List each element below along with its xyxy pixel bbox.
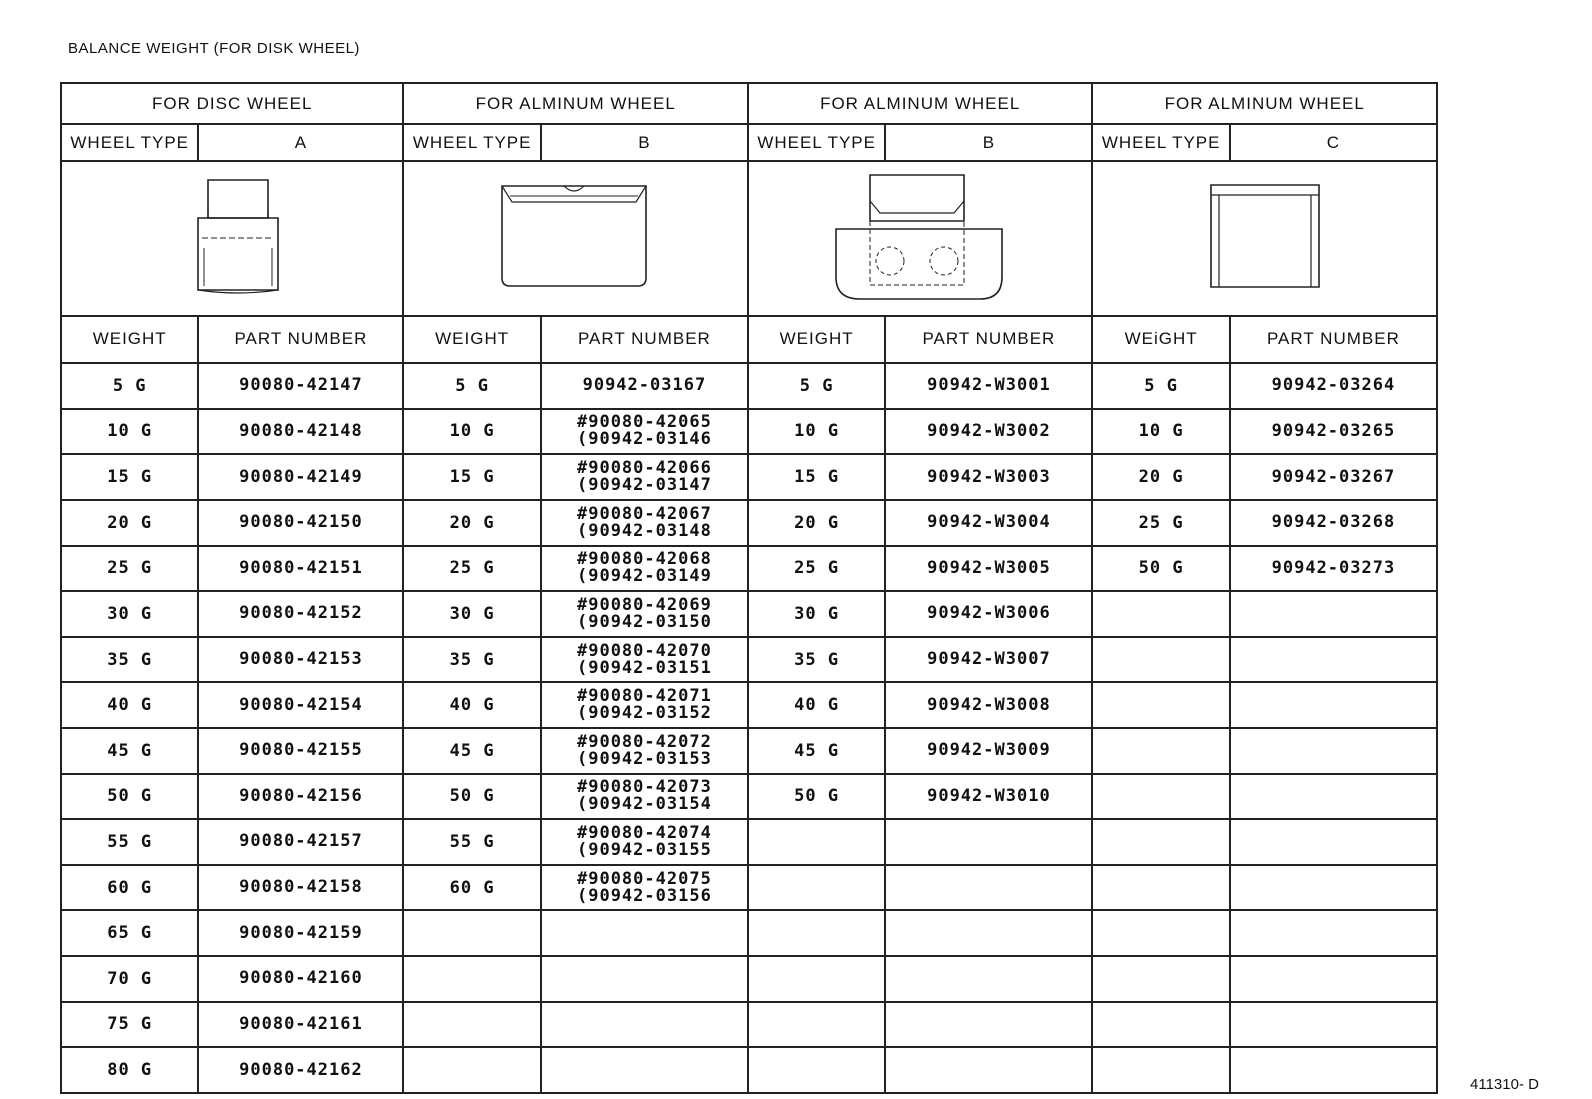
weight-cell [403, 956, 540, 1002]
weight-cell [1092, 591, 1229, 637]
part-number-column-header: PART NUMBER [885, 316, 1092, 363]
weight-column-header: WEIGHT [748, 316, 885, 363]
table-row [61, 910, 1437, 956]
part-number-cell: 90080-42148 [198, 409, 403, 455]
section-heading-alminum-b2: FOR ALMINUM WHEEL [748, 83, 1093, 124]
wheel-type-label: WHEEL TYPE [1092, 124, 1229, 161]
weight-cell: 15 G [61, 454, 198, 500]
table-row [61, 1047, 1437, 1093]
weight-cell [1092, 956, 1229, 1002]
weight-cell: 45 G [61, 728, 198, 774]
weight-cell: 25 G [403, 546, 540, 592]
part-number-cell: 90942-03268 [1230, 500, 1437, 546]
part-number-old: (90942-03147 [576, 475, 712, 496]
table-row [61, 1002, 1437, 1048]
part-number-cell: 90942-03265 [1230, 409, 1437, 455]
weight-cell: 50 G [748, 774, 885, 820]
part-number-cell: 90080-42159 [198, 910, 403, 956]
part-number-cell [885, 819, 1092, 865]
part-number-column-header: PART NUMBER [1230, 316, 1437, 363]
part-number-cell [885, 1002, 1092, 1048]
part-number-cell [541, 546, 748, 592]
part-number-cell: 90080-42150 [198, 500, 403, 546]
weight-cell: 30 G [403, 591, 540, 637]
part-number-cell [541, 637, 748, 683]
part-number-cell [541, 910, 748, 956]
part-number-cell: 90942-W3004 [885, 500, 1092, 546]
weight-cell: 30 G [61, 591, 198, 637]
table-row [61, 546, 1437, 592]
weight-cell: 25 G [61, 546, 198, 592]
weight-cell [1092, 637, 1229, 683]
part-number-old: (90942-03149 [576, 566, 712, 587]
part-number-cell: 90942-W3007 [885, 637, 1092, 683]
part-number-cell [885, 956, 1092, 1002]
part-number-cell: 90942-W3001 [885, 363, 1092, 409]
part-number-cell [541, 591, 748, 637]
part-number-cell: 90942-W3005 [885, 546, 1092, 592]
part-number-cell: 90080-42152 [198, 591, 403, 637]
weight-cell: 60 G [61, 865, 198, 911]
part-number-new: #90080-42066 [576, 458, 712, 479]
weight-drawing-cell [1092, 161, 1437, 315]
weight-cell: 40 G [748, 682, 885, 728]
weight-drawing-cell [403, 161, 748, 315]
part-number-cell [1230, 956, 1437, 1002]
table-row [61, 819, 1437, 865]
weight-cell [748, 865, 885, 911]
weight-cell: 35 G [748, 637, 885, 683]
weight-cell [1092, 728, 1229, 774]
weight-cell: 50 G [403, 774, 540, 820]
table-row [61, 956, 1437, 1002]
weight-cell [403, 910, 540, 956]
part-number-cell [1230, 591, 1437, 637]
table-row [61, 500, 1437, 546]
part-number-cell: 90080-42153 [198, 637, 403, 683]
weight-column-header: WEIGHT [403, 316, 540, 363]
part-number-cell [541, 409, 748, 455]
table-row [61, 682, 1437, 728]
part-number-cell [1230, 1002, 1437, 1048]
part-number-new: #90080-42068 [576, 549, 712, 570]
part-number-cell: 90080-42156 [198, 774, 403, 820]
part-number-cell: 90942-W3003 [885, 454, 1092, 500]
part-number-new: #90080-42072 [576, 731, 712, 752]
weight-cell: 40 G [61, 682, 198, 728]
weight-cell: 5 G [403, 363, 540, 409]
clip-on-weight-type-b-holes-icon [830, 173, 1010, 303]
part-number-cell: 90942-03264 [1230, 363, 1437, 409]
part-number-old: (90942-03154 [576, 794, 712, 815]
part-number-cell: 90942-03273 [1230, 546, 1437, 592]
part-number-new: #90080-42075 [576, 868, 712, 889]
weight-cell [1092, 682, 1229, 728]
section-heading-disc: FOR DISC WHEEL [61, 83, 403, 124]
part-number-new: #90080-42065 [576, 412, 712, 433]
weight-cell: 20 G [1092, 454, 1229, 500]
part-number-cell [541, 500, 748, 546]
weight-cell: 5 G [748, 363, 885, 409]
part-number-cell [541, 956, 748, 1002]
weight-cell: 25 G [748, 546, 885, 592]
document-code: 411310- D [1470, 1076, 1539, 1093]
part-number-cell [1230, 774, 1437, 820]
part-number-cell: 90942-W3006 [885, 591, 1092, 637]
table-row [61, 454, 1437, 500]
weight-cell [1092, 1002, 1229, 1048]
part-number-cell: 90080-42147 [198, 363, 403, 409]
part-number-cell [885, 910, 1092, 956]
weight-cell [1092, 774, 1229, 820]
document-title: BALANCE WEIGHT (FOR DISK WHEEL) [68, 40, 360, 57]
part-number-cell: 90080-42154 [198, 682, 403, 728]
clip-on-weight-type-b-icon [496, 178, 656, 298]
balance-weight-table [60, 82, 1438, 1094]
weight-cell [403, 1002, 540, 1048]
part-number-old: (90942-03150 [576, 611, 712, 632]
part-number-cell: 90080-42161 [198, 1002, 403, 1048]
weight-column-header: WEiGHT [1092, 316, 1229, 363]
part-number-cell [541, 865, 748, 911]
wheel-type-value: B [885, 124, 1092, 161]
wheel-type-label: WHEEL TYPE [61, 124, 198, 161]
part-number-cell [1230, 910, 1437, 956]
weight-cell [748, 956, 885, 1002]
wheel-type-value: C [1230, 124, 1437, 161]
wheel-type-value: B [541, 124, 748, 161]
part-number-cell: 90942-W3002 [885, 409, 1092, 455]
part-number-old: (90942-03153 [576, 748, 712, 769]
part-number-cell [1230, 1047, 1437, 1093]
part-number-cell [541, 682, 748, 728]
part-number-cell [1230, 728, 1437, 774]
wheel-type-value: A [198, 124, 403, 161]
adhesive-weight-type-c-icon [1205, 183, 1325, 293]
weight-cell: 40 G [403, 682, 540, 728]
part-number-cell [541, 728, 748, 774]
table-row [61, 865, 1437, 911]
weight-cell: 5 G [1092, 363, 1229, 409]
weight-cell: 15 G [403, 454, 540, 500]
weight-cell: 80 G [61, 1047, 198, 1093]
part-number-cell [541, 454, 748, 500]
weight-cell: 20 G [748, 500, 885, 546]
weight-cell [403, 1047, 540, 1093]
weight-cell [748, 1002, 885, 1048]
weight-cell: 55 G [61, 819, 198, 865]
part-number-cell [1230, 865, 1437, 911]
part-number-old: (90942-03152 [576, 703, 712, 724]
weight-cell: 10 G [748, 409, 885, 455]
part-number-cell [1230, 682, 1437, 728]
part-number-column-header: PART NUMBER [541, 316, 748, 363]
part-number-new: #90080-42070 [576, 640, 712, 661]
part-number-cell: 90080-42162 [198, 1047, 403, 1093]
part-number-new: #90080-42073 [576, 777, 712, 798]
weight-cell: 45 G [748, 728, 885, 774]
part-number-old: (90942-03155 [576, 839, 712, 860]
table-row [61, 591, 1437, 637]
weight-cell: 5 G [61, 363, 198, 409]
part-number-cell: 90080-42158 [198, 865, 403, 911]
weight-cell: 25 G [1092, 500, 1229, 546]
weight-cell [1092, 819, 1229, 865]
weight-cell [748, 910, 885, 956]
part-number-cell: 90080-42160 [198, 956, 403, 1002]
part-number-cell [885, 1047, 1092, 1093]
part-number-cell: 90942-W3009 [885, 728, 1092, 774]
weight-cell [748, 819, 885, 865]
part-number-cell: 90942-W3008 [885, 682, 1092, 728]
part-number-cell [541, 774, 748, 820]
part-number-new: #90080-42074 [576, 822, 712, 843]
weight-cell: 10 G [403, 409, 540, 455]
weight-cell: 20 G [403, 500, 540, 546]
table-row [61, 774, 1437, 820]
part-number-cell [1230, 637, 1437, 683]
weight-cell [1092, 1047, 1229, 1093]
part-number-old: (90942-03151 [576, 657, 712, 678]
section-heading-alminum-c: FOR ALMINUM WHEEL [1092, 83, 1437, 124]
weight-cell: 10 G [1092, 409, 1229, 455]
part-number-new: #90080-42071 [576, 686, 712, 707]
weight-cell: 60 G [403, 865, 540, 911]
weight-column-header: WEIGHT [61, 316, 198, 363]
part-number-cell: 90080-42149 [198, 454, 403, 500]
weight-cell: 70 G [61, 956, 198, 1002]
weight-cell: 75 G [61, 1002, 198, 1048]
part-number-cell: 90942-03167 [541, 363, 748, 409]
part-number-cell: 90080-42157 [198, 819, 403, 865]
part-number-cell: 90942-W3010 [885, 774, 1092, 820]
weight-cell: 35 G [61, 637, 198, 683]
part-number-cell: 90080-42151 [198, 546, 403, 592]
part-number-column-header: PART NUMBER [198, 316, 403, 363]
weight-cell: 10 G [61, 409, 198, 455]
wheel-type-label: WHEEL TYPE [748, 124, 885, 161]
part-number-cell [541, 1002, 748, 1048]
part-number-cell: 90942-03267 [1230, 454, 1437, 500]
section-heading-alminum-b1: FOR ALMINUM WHEEL [403, 83, 748, 124]
part-number-cell [885, 865, 1092, 911]
part-number-new: #90080-42067 [576, 503, 712, 524]
weight-cell [748, 1047, 885, 1093]
table-row [61, 728, 1437, 774]
weight-cell: 50 G [61, 774, 198, 820]
table-row [61, 363, 1437, 409]
weight-cell: 50 G [1092, 546, 1229, 592]
weight-cell: 65 G [61, 910, 198, 956]
part-number-new: #90080-42069 [576, 594, 712, 615]
weight-cell [1092, 910, 1229, 956]
part-number-old: (90942-03146 [576, 429, 712, 450]
weight-cell: 20 G [61, 500, 198, 546]
weight-cell: 15 G [748, 454, 885, 500]
part-number-cell [541, 1047, 748, 1093]
wheel-type-label: WHEEL TYPE [403, 124, 540, 161]
part-number-old: (90942-03156 [576, 885, 712, 906]
part-number-cell [1230, 819, 1437, 865]
weight-drawing-cell [61, 161, 403, 315]
weight-cell: 30 G [748, 591, 885, 637]
table-row [61, 409, 1437, 455]
weight-cell: 55 G [403, 819, 540, 865]
table-row [61, 637, 1437, 683]
clip-on-weight-type-a-icon [182, 178, 282, 298]
part-number-cell: 90080-42155 [198, 728, 403, 774]
weight-cell [1092, 865, 1229, 911]
weight-cell: 45 G [403, 728, 540, 774]
weight-cell: 35 G [403, 637, 540, 683]
part-number-old: (90942-03148 [576, 520, 712, 541]
part-number-cell [541, 819, 748, 865]
weight-drawing-cell [748, 161, 1093, 315]
